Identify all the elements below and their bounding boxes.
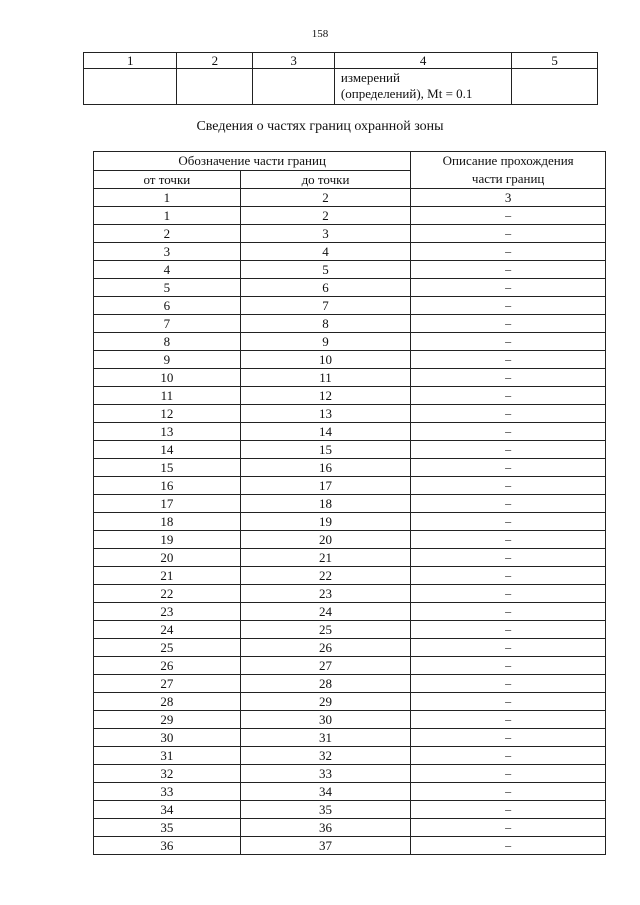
header-description [411, 152, 606, 189]
from-point-cell: 17 [94, 495, 241, 513]
to-point-cell: 10 [240, 351, 411, 369]
description-cell: – [411, 261, 606, 279]
column-number: 1 [94, 189, 241, 207]
from-point-cell: 3 [94, 243, 241, 261]
column-number-row [94, 189, 606, 207]
from-point-cell: 21 [94, 567, 241, 585]
description-cell: – [411, 675, 606, 693]
description-cell: – [411, 423, 606, 441]
description-cell: – [411, 243, 606, 261]
column-number: 2 [177, 53, 253, 69]
to-point-cell: 18 [240, 495, 411, 513]
to-point-cell: 20 [240, 531, 411, 549]
description-cell: – [411, 405, 606, 423]
description-cell: – [411, 333, 606, 351]
from-point-cell: 7 [94, 315, 241, 333]
table-row [94, 495, 606, 513]
from-point-cell: 11 [94, 387, 241, 405]
table-row [94, 405, 606, 423]
to-point-cell: 3 [240, 225, 411, 243]
description-cell: – [411, 711, 606, 729]
to-point-cell: 4 [240, 243, 411, 261]
to-point-cell: 6 [240, 279, 411, 297]
from-point-cell: 13 [94, 423, 241, 441]
from-point-cell: 24 [94, 621, 241, 639]
description-cell: – [411, 477, 606, 495]
continuation-table [83, 52, 598, 105]
to-point-cell: 5 [240, 261, 411, 279]
from-point-cell: 33 [94, 783, 241, 801]
table-row [94, 297, 606, 315]
table-cell [84, 69, 177, 105]
from-point-cell: 28 [94, 693, 241, 711]
from-point-cell: 6 [94, 297, 241, 315]
description-cell: – [411, 279, 606, 297]
table-header-row [94, 152, 606, 171]
to-point-cell: 16 [240, 459, 411, 477]
to-point-cell: 28 [240, 675, 411, 693]
to-point-cell: 25 [240, 621, 411, 639]
to-point-cell: 2 [240, 207, 411, 225]
to-point-cell: 26 [240, 639, 411, 657]
to-point-cell: 17 [240, 477, 411, 495]
from-point-cell: 23 [94, 603, 241, 621]
to-point-cell: 22 [240, 567, 411, 585]
to-point-cell: 29 [240, 693, 411, 711]
description-cell: – [411, 513, 606, 531]
table-row [94, 261, 606, 279]
column-number: 2 [240, 189, 411, 207]
table-row [94, 333, 606, 351]
description-cell: – [411, 639, 606, 657]
table-cell [253, 69, 335, 105]
description-cell: – [411, 459, 606, 477]
table-row [94, 621, 606, 639]
from-point-cell: 29 [94, 711, 241, 729]
table-header-row [84, 53, 598, 69]
to-point-cell: 35 [240, 801, 411, 819]
from-point-cell: 32 [94, 765, 241, 783]
header-boundary-designation: Обозначение части границ [94, 152, 411, 171]
from-point-cell: 26 [94, 657, 241, 675]
description-cell: – [411, 369, 606, 387]
description-cell: – [411, 657, 606, 675]
to-point-cell: 21 [240, 549, 411, 567]
from-point-cell: 9 [94, 351, 241, 369]
table-row [94, 585, 606, 603]
table-row [94, 819, 606, 837]
from-point-cell: 25 [94, 639, 241, 657]
from-point-cell: 14 [94, 441, 241, 459]
from-point-cell: 36 [94, 837, 241, 855]
table-row [94, 783, 606, 801]
table-row [94, 387, 606, 405]
from-point-cell: 5 [94, 279, 241, 297]
cell-text-line: (определений), Mt = 0.1 [340, 86, 473, 101]
from-point-cell: 31 [94, 747, 241, 765]
table-cell [177, 69, 253, 105]
description-cell: – [411, 225, 606, 243]
description-cell: – [411, 207, 606, 225]
table-row [94, 279, 606, 297]
table-row [94, 315, 606, 333]
boundary-parts-table [93, 151, 606, 855]
to-point-cell: 12 [240, 387, 411, 405]
to-point-cell: 33 [240, 765, 411, 783]
header-to-point: до точки [240, 170, 411, 189]
table-row [94, 513, 606, 531]
column-number: 5 [512, 53, 598, 69]
description-cell: – [411, 837, 606, 855]
column-number: 3 [411, 189, 606, 207]
from-point-cell: 20 [94, 549, 241, 567]
header-description-line: Описание прохождения [442, 153, 574, 168]
description-cell: – [411, 693, 606, 711]
description-cell: – [411, 531, 606, 549]
table-row [94, 765, 606, 783]
from-point-cell: 12 [94, 405, 241, 423]
from-point-cell: 2 [94, 225, 241, 243]
table-row [94, 693, 606, 711]
description-cell: – [411, 549, 606, 567]
to-point-cell: 11 [240, 369, 411, 387]
to-point-cell: 13 [240, 405, 411, 423]
table-row [94, 675, 606, 693]
description-cell: – [411, 297, 606, 315]
to-point-cell: 23 [240, 585, 411, 603]
cell-text-line: измерений [340, 70, 400, 85]
column-number: 3 [253, 53, 335, 69]
table-row [84, 69, 598, 105]
table-row [94, 801, 606, 819]
from-point-cell: 4 [94, 261, 241, 279]
table-row [94, 459, 606, 477]
to-point-cell: 14 [240, 423, 411, 441]
description-cell: – [411, 567, 606, 585]
description-cell: – [411, 747, 606, 765]
table-row [94, 369, 606, 387]
table-row [94, 837, 606, 855]
description-cell: – [411, 603, 606, 621]
from-point-cell: 35 [94, 819, 241, 837]
table-row [94, 639, 606, 657]
page-number: 158 [311, 28, 329, 40]
table-row [94, 207, 606, 225]
header-description-line: части границ [471, 171, 545, 186]
from-point-cell: 1 [94, 207, 241, 225]
from-point-cell: 8 [94, 333, 241, 351]
table-row [94, 243, 606, 261]
from-point-cell: 19 [94, 531, 241, 549]
to-point-cell: 27 [240, 657, 411, 675]
from-point-cell: 18 [94, 513, 241, 531]
column-number: 4 [334, 53, 511, 69]
to-point-cell: 36 [240, 819, 411, 837]
from-point-cell: 10 [94, 369, 241, 387]
section-title: Сведения о частях границ охранной зоны [196, 119, 444, 134]
description-cell: – [411, 351, 606, 369]
to-point-cell: 30 [240, 711, 411, 729]
table-row [94, 729, 606, 747]
to-point-cell: 31 [240, 729, 411, 747]
table-row [94, 423, 606, 441]
from-point-cell: 22 [94, 585, 241, 603]
to-point-cell: 15 [240, 441, 411, 459]
description-cell: – [411, 819, 606, 837]
table-row [94, 711, 606, 729]
table-row [94, 657, 606, 675]
from-point-cell: 30 [94, 729, 241, 747]
description-cell: – [411, 315, 606, 333]
description-cell: – [411, 495, 606, 513]
table-cell [334, 69, 511, 105]
to-point-cell: 8 [240, 315, 411, 333]
table-cell [512, 69, 598, 105]
from-point-cell: 34 [94, 801, 241, 819]
table-row [94, 747, 606, 765]
table-row [94, 531, 606, 549]
description-cell: – [411, 783, 606, 801]
to-point-cell: 32 [240, 747, 411, 765]
header-from-point: от точки [94, 170, 241, 189]
from-point-cell: 16 [94, 477, 241, 495]
to-point-cell: 24 [240, 603, 411, 621]
to-point-cell: 34 [240, 783, 411, 801]
description-cell: – [411, 387, 606, 405]
table-row [94, 441, 606, 459]
table-row [94, 603, 606, 621]
table-row [94, 477, 606, 495]
description-cell: – [411, 765, 606, 783]
table-row [94, 351, 606, 369]
to-point-cell: 7 [240, 297, 411, 315]
description-cell: – [411, 801, 606, 819]
from-point-cell: 15 [94, 459, 241, 477]
to-point-cell: 9 [240, 333, 411, 351]
from-point-cell: 27 [94, 675, 241, 693]
description-cell: – [411, 441, 606, 459]
to-point-cell: 37 [240, 837, 411, 855]
description-cell: – [411, 621, 606, 639]
table-row [94, 225, 606, 243]
to-point-cell: 19 [240, 513, 411, 531]
column-number: 1 [84, 53, 177, 69]
table-row [94, 549, 606, 567]
description-cell: – [411, 585, 606, 603]
table-row [94, 567, 606, 585]
description-cell: – [411, 729, 606, 747]
